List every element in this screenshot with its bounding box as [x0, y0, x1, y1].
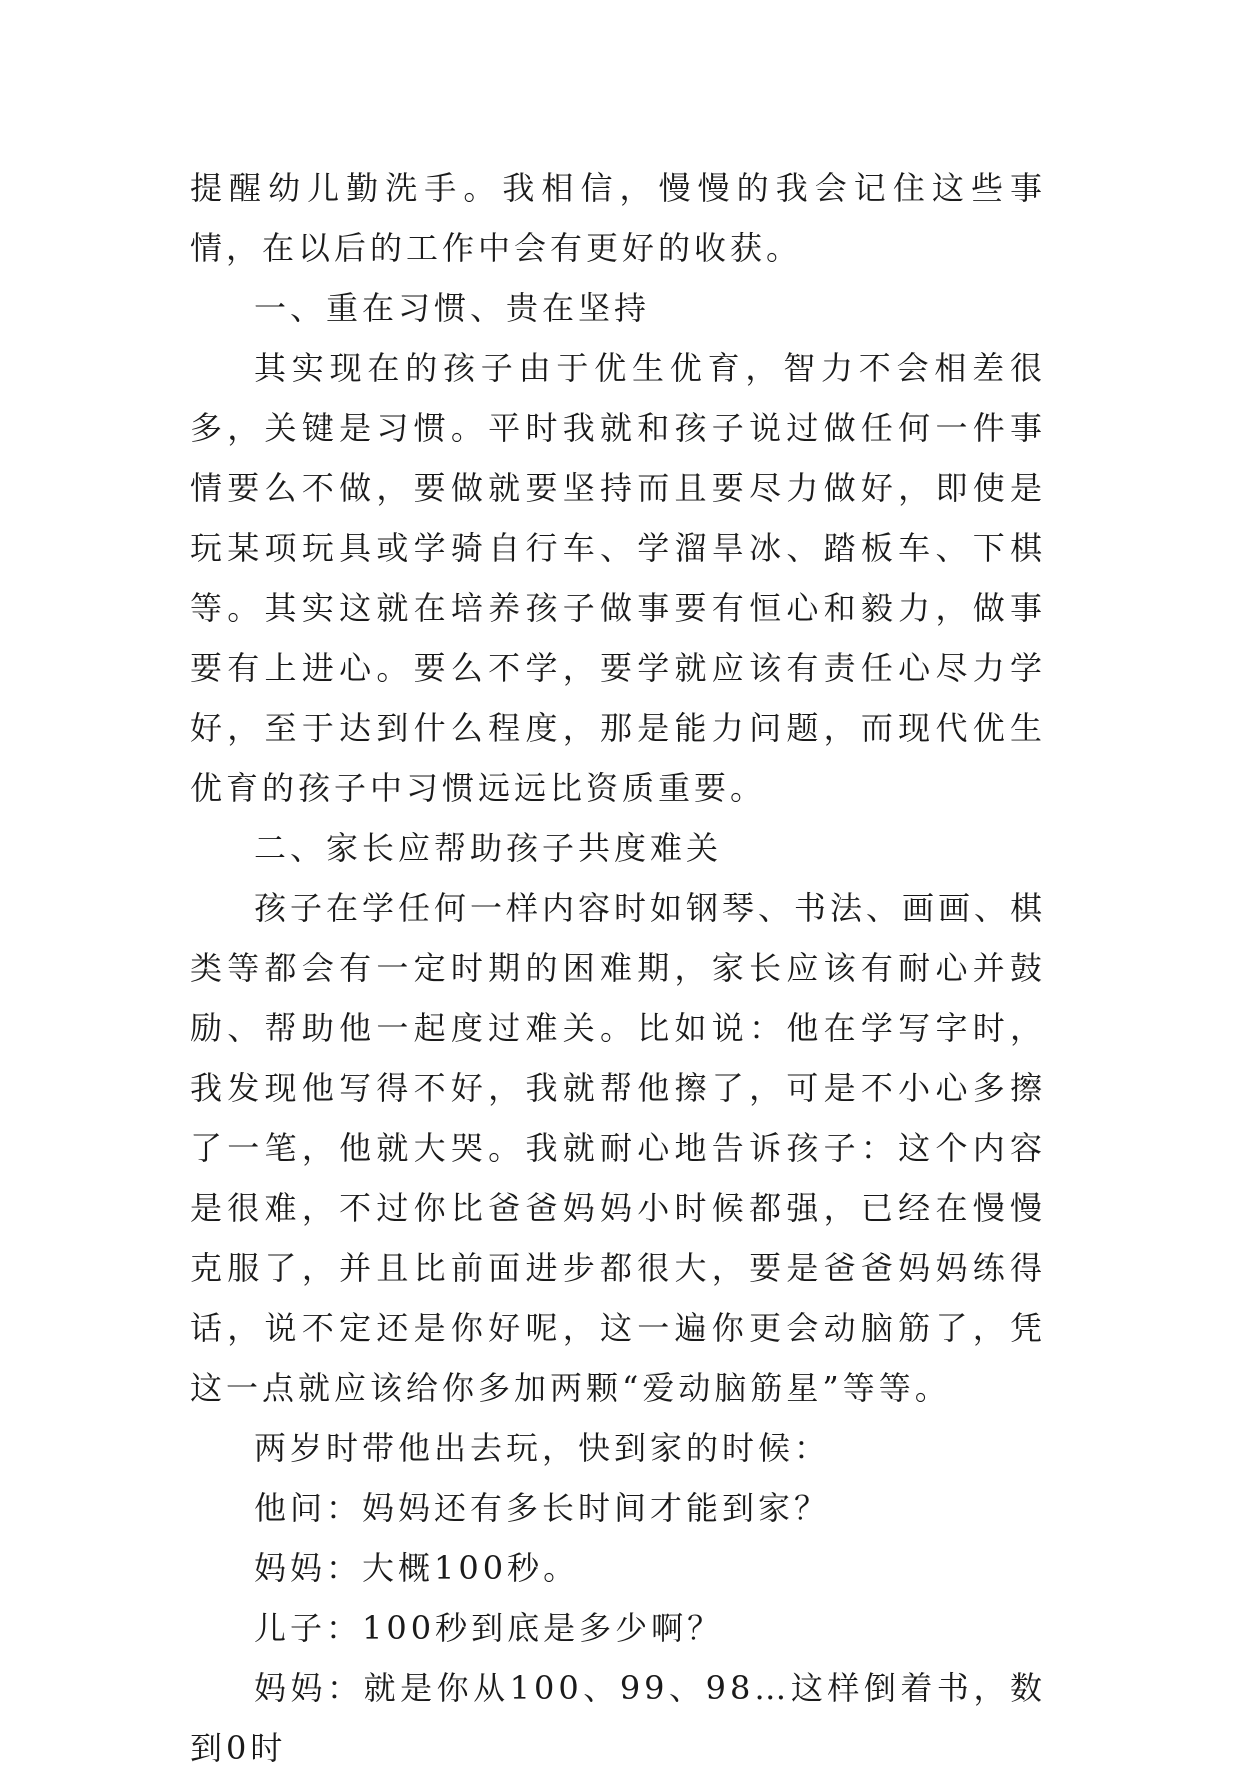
- paragraph-habits: 其实现在的孩子由于优生优育，智力不会相差很多，关键是习惯。平时我就和孩子说过做任何一件事情要么不做，要做就要坚持而且要尽力做好，即使是玩某项玩具或学骑自行车、学溜旱冰、踏板车、下棋等。其实这就在培养孩子做事要有恒心和毅力，做事要有上进心。要么不学，要学就应该有责任心尽力学好，至于达到什么程度，那是能力问题，而现代优生优育的孩子中习惯远远比资质重要。: [190, 349, 1046, 807]
- paragraph-story-intro: 两岁时带他出去玩，快到家的时候：: [254, 1429, 831, 1467]
- dialogue-line: 妈妈：就是你从100、99、98…这样倒着书，数到0时: [190, 1669, 1046, 1767]
- paragraph-continuation: 提醒幼儿勤洗手。我相信，慢慢的我会记住这些事情，在以后的工作中会有更好的收获。: [190, 169, 1046, 267]
- document-body: [190, 158, 1046, 1778]
- section-heading-parents-help: 二、家长应帮助孩子共度难关: [254, 829, 723, 867]
- section-heading-habits: 一、重在习惯、贵在坚持: [254, 289, 651, 327]
- dialogue-line: 他问：妈妈还有多长时间才能到家？: [254, 1489, 831, 1527]
- dialogue-line: 妈妈：大概100秒。: [254, 1549, 580, 1587]
- dialogue-line: 儿子：100秒到底是多少啊？: [254, 1609, 724, 1647]
- paragraph-parents-help: 孩子在学任何一样内容时如钢琴、书法、画画、棋类等都会有一定时期的困难期，家长应该有耐心并鼓励、帮助他一起度过难关。比如说：他在学写字时，我发现他写得不好，我就帮他擦了，可是不小心多擦了一笔，他就大哭。我就耐心地告诉孩子：这个内容是很难，不过你比爸爸妈妈小时候都强，已经在慢慢克服了，并且比前面进步都很大，要是爸爸妈妈练得话，说不定还是你好呢，这一遍你更会动脑筋了，凭这一点就应该给你多加两颗“爱动脑筋星”等等。: [190, 889, 1047, 1407]
